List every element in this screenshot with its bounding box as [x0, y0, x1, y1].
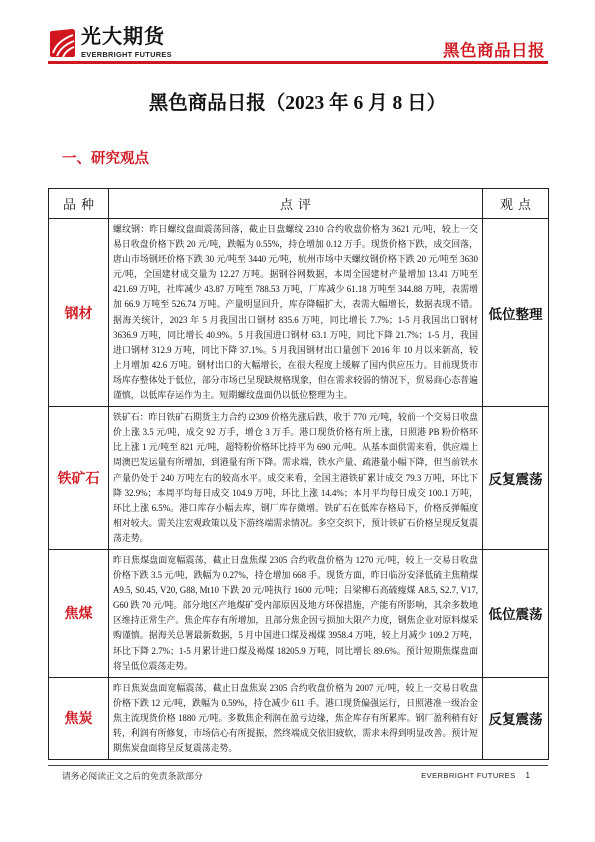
table-row	[49, 407, 549, 550]
header-divider	[48, 61, 548, 64]
column-header-commodity: 品种	[49, 189, 109, 219]
view-cell: 低位整理	[483, 219, 549, 407]
commodity-cell: 焦炭	[49, 677, 109, 759]
report-title: 黑色商品日报（2023 年 6 月 8 日）	[148, 93, 447, 114]
brand-logo	[48, 26, 172, 59]
page-footer	[48, 766, 548, 782]
section-heading: 一、研究观点	[62, 151, 149, 167]
report-body	[48, 188, 548, 782]
brand-name-en: EVERBRIGHT FUTURES	[81, 50, 172, 59]
table-row	[49, 677, 549, 759]
column-header-comment: 点评	[109, 189, 483, 219]
view-cell: 反复震荡	[483, 677, 549, 759]
commodity-cell: 钢材	[49, 219, 109, 407]
footer-brand-block	[421, 771, 530, 780]
page-number: 1	[525, 771, 530, 781]
comment-cell: 螺纹钢：昨日螺纹盘面震荡回落，截止日盘螺纹 2310 合约收盘价格为 3621 元/吨，较上一交易日收盘价格下跌 20 元/吨，跌幅为 0.55%，持仓增加 0.12 万手。现货价格下跌，成交回落，唐山市场钢坯价格下跌 30 元/吨至 3440 元/吨，杭州市场中天螺纹钢价格下跌 20 元/吨至 3630 元/吨，全国建材成交量为 12.27 万吨。据钢谷网数据，本周全国建材产量增加 13.41 万吨至 421.69 万吨，社库减少 43.87 万吨至 788.53 万吨，厂库减少 61.18 万吨至 344.88 万吨，表需增加 66.9 万吨至 526.74 万吨。产量明显回升，库存降幅扩大，表需大幅增长，数据表现不错。据海关统计，2023 年 5 月我国出口钢材 835.6 万吨，同比增长 7.7%；1-5 月我国出口钢材 3636.9 万吨，同比增长 40.9%。5 月我国进口钢材 63.1 万吨，同比下降 21.7%；1-5 月，我国进口钢材 312.9 万吨，同比下降 37.1%。5 月我国钢材出口量创下 2016 年 10 月以来新高，较上月增加 42.6 万吨。钢材出口的大幅增长，在很大程度上缓解了国内供应压力。目前现货市场库存整体处于低位，部分市场已呈现缺规格现象，但在需求较弱的情况下，贸易商心态普遍谨慎，以低库存运作为主。短期螺纹盘面仍以低位整理为主。	[109, 219, 483, 407]
table-row	[49, 219, 549, 407]
column-header-view: 观点	[483, 189, 549, 219]
everbright-logo-icon	[48, 28, 76, 58]
comment-cell: 昨日焦煤盘面宽幅震荡，截止日盘焦煤 2305 合约收盘价格为 1270 元/吨，较上一交易日收盘价格下跌 3.5 元/吨，跌幅为 0.27%，持仓增加 668 手。现货方面，昨日临汾安泽低硫主焦精煤 A9.5, S0.45, V20, G88, Mt10 下跌 20 元/吨执行 1600 元/吨；吕梁柳石高硫瘦煤 A8.5, S2.7, V17, G60 跌 70 元/吨。部分地区产地煤矿受内部原因及地方环保措施，产能有所影响，其余多数地区维持正常生产。焦企库存有所增加，且部分焦企因亏损加大限产力度，钢焦企业对原料煤采购谨慎。据海关总署最新数据，5 月中国进口煤及褐煤 3958.4 万吨，较上月减少 109.2 万吨，环比下降 2.7%；1-5 月累计进口煤及褐煤 18205.9 万吨，同比增长 89.6%。预计短期焦煤盘面将呈低位震荡走势。	[109, 549, 483, 677]
brand-name-cn: 光大期货	[81, 26, 165, 48]
view-cell: 低位震荡	[483, 549, 549, 677]
disclaimer-note: 请务必阅读正文之后的免责条款部分	[62, 771, 203, 782]
table-header-row	[49, 189, 549, 219]
brand-name-block	[81, 26, 172, 59]
commodity-cell: 铁矿石	[49, 407, 109, 550]
view-cell: 反复震荡	[483, 407, 549, 550]
footer-brand: EVERBRIGHT FUTURES	[421, 771, 516, 781]
commodity-cell: 焦煤	[49, 549, 109, 677]
report-series-name: 黑色商品日报	[443, 42, 545, 60]
table-row	[49, 549, 549, 677]
comment-cell: 昨日焦炭盘面宽幅震荡，截止日盘焦炭 2305 合约收盘价格为 2007 元/吨，较上一交易日收盘价格下跌 12 元/吨，跌幅为 0.59%，持仓减少 611 手。港口现货偏强运行，日照港准一级冶金焦主流现货价格 1880 元/吨。多数焦企利润在盈亏边缘，焦企库存有所累库。钢厂盈利稍有好转，利润有所修复，市场信心有所提振，然终端成交依旧疲软，需求未得到明显改善。预计短期焦炭盘面将呈反复震荡走势。	[109, 677, 483, 759]
comment-cell: 铁矿石：昨日铁矿石期货主力合约 i2309 价格先涨后跌，收于 770 元/吨，较前一个交易日收盘价上涨 3.5 元/吨，成交 92 万手，增仓 3 万手。港口现货价格有所上涨，日照港 PB 粉价格环比上涨 1 元/吨至 821 元/吨，超特粉价格环比持平为 690 元/吨。从基本面供需来看，供应端上周澳巴发运量有所增加，到港量有所下降。需求端，铁水产量、疏港量小幅下降，但当前铁水产量仍处于 240 万吨左右的较高水平。成交来看，全国主港铁矿累计成交 79.3 万吨，环比下降 32.9%；本周平均每日成交 104.9 万吨，环比上涨 14.4%；本月平均每日成交 100.1 万吨，环比上涨 6.5%。港口库存小幅去库，钢厂库存微增。铁矿石在低库存格局下，价格反弹幅度相对较大。需关注宏观政策以及下游终端需求情况。多空交织下，预计铁矿石价格呈现反复震荡走势。	[109, 407, 483, 550]
research-view-table	[48, 188, 549, 760]
